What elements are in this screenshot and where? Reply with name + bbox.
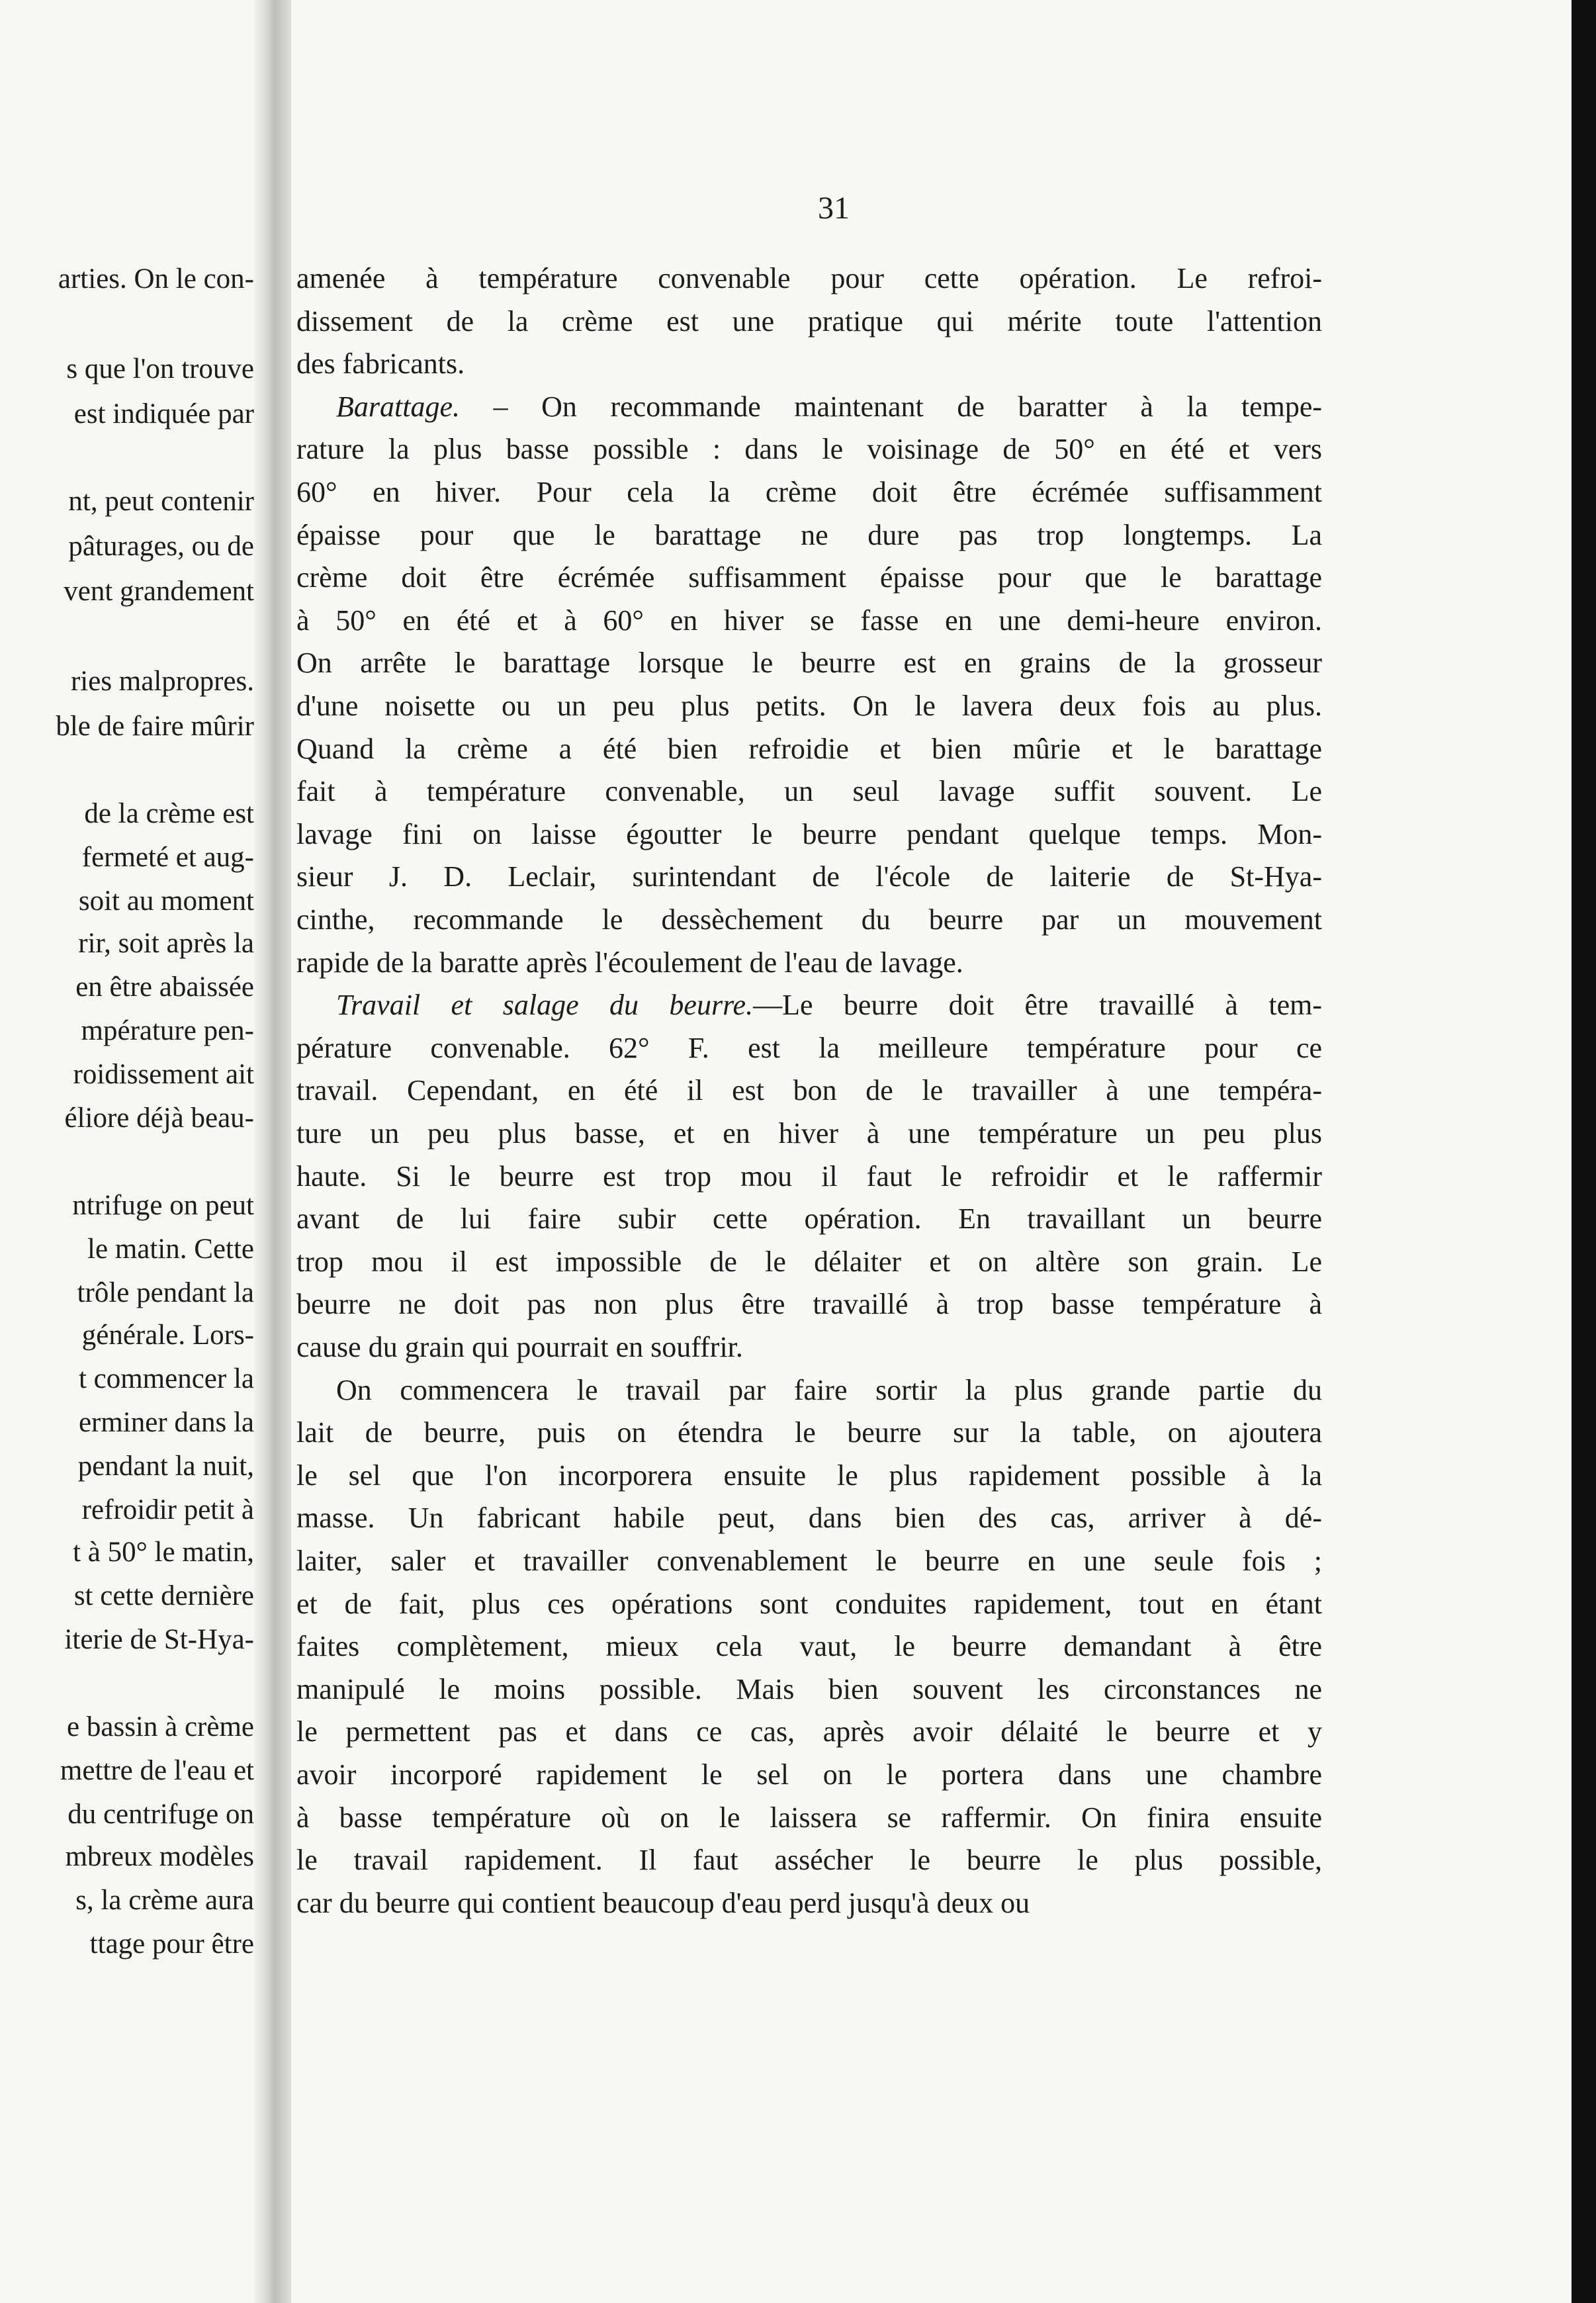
paragraph-start-line: [336, 985, 1322, 1026]
left-page-line: e bassin à crème: [67, 1711, 254, 1742]
paragraph-text: —Le beurre doit être travaillé à tem-: [753, 989, 1323, 1021]
text-line: travail. Cependant, en été il est bon de le travailler à une tempéra-: [296, 1074, 1322, 1106]
text-line: 60° en hiver. Pour cela la crème doit être écrémée suffisamment: [296, 476, 1322, 508]
text-line: avoir incorporé rapidement le sel on le portera dans une chambre: [296, 1758, 1322, 1791]
text-line: le travail rapidement. Il faut assécher le beurre le plus possible,: [296, 1844, 1322, 1876]
left-page-line: pendant la nuit,: [77, 1451, 254, 1482]
text-line: trop mou il est impossible de le délaiter et on altère son grain. Le: [296, 1245, 1322, 1278]
left-page-line: iterie de St-Hya-: [64, 1624, 254, 1655]
text-line: manipulé le moins possible. Mais bien souvent les circonstances ne: [296, 1673, 1322, 1705]
left-page-line: arties. On le con-: [58, 263, 254, 294]
left-page-line: s, la crème aura: [75, 1885, 254, 1916]
text-line: et de fait, plus ces opérations sont conduites rapidement, tout en étant: [296, 1588, 1322, 1620]
text-line: rapide de la baratte après l'écoulement de l'eau de lavage.: [296, 946, 963, 979]
paragraph-text: – On recommande maintenant de baratter à la tempe-: [459, 390, 1322, 423]
text-line: amenée à température convenable pour cette opération. Le refroi-: [296, 262, 1322, 294]
text-line: ture un peu plus basse, et en hiver à une température un peu plus: [296, 1117, 1322, 1150]
left-page-line: trôle pendant la: [77, 1277, 254, 1308]
left-page-line: s que l'on trouve: [66, 353, 254, 384]
left-page-line: mbreux modèles: [65, 1841, 254, 1872]
left-page-line: mpérature pen-: [81, 1015, 254, 1046]
text-line: cause du grain qui pourrait en souffrir.: [296, 1331, 743, 1363]
text-line: lavage fini on laisse égoutter le beurre pendant quelque temps. Mon-: [296, 818, 1322, 850]
left-page-line: roidissement ait: [73, 1059, 254, 1090]
text-line: à basse température où on le laissera se raffermir. On finira ensuite: [296, 1801, 1322, 1834]
text-line: avant de lui faire subir cette opération. En travaillant un beurre: [296, 1202, 1322, 1235]
text-line: Quand la crème a été bien refroidie et bien mûrie et le barattage: [296, 733, 1322, 765]
left-page-line: vent grandement: [64, 576, 254, 607]
left-page-line: t commencer la: [78, 1363, 254, 1394]
left-page-line: refroidir petit à: [81, 1494, 254, 1525]
text-line: sieur J. D. Leclair, surintendant de l'école de laiterie de St-Hya-: [296, 860, 1322, 893]
text-line: beurre ne doit pas non plus être travaillé à trop basse température à: [296, 1288, 1322, 1320]
right-page: [291, 0, 1572, 2303]
text-line: crème doit être écrémée suffisamment épaisse pour que le barattage: [296, 561, 1322, 594]
left-page-line: soit au moment: [78, 885, 254, 917]
left-page-line: le matin. Cette: [87, 1234, 254, 1265]
left-page-line: du centrifuge on: [67, 1799, 254, 1830]
left-page-line: de la crème est: [84, 798, 254, 829]
text-line: des fabricants.: [296, 347, 465, 380]
text-line: rature la plus basse possible : dans le voisinage de 50° en été et vers: [296, 433, 1322, 465]
text-line: On arrête le barattage lorsque le beurre est en grains de la grosseur: [296, 647, 1322, 679]
left-page-line: générale. Lors-: [81, 1320, 254, 1351]
left-page-line: ries malpropres.: [70, 666, 254, 697]
text-line: cinthe, recommande le dessèchement du beurre par un mouvement: [296, 903, 1322, 936]
text-line: le permettent pas et dans ce cas, après avoir délaité le beurre et y: [296, 1715, 1322, 1748]
text-line: masse. Un fabricant habile peut, dans bien des cas, arriver à dé-: [296, 1502, 1322, 1534]
left-page-line: nt, peut contenir: [68, 486, 254, 517]
text-line: car du beurre qui contient beaucoup d'eau perd jusqu'à deux ou: [296, 1887, 1030, 1919]
text-line: faites complètement, mieux cela vaut, le beurre demandant à être: [296, 1630, 1322, 1662]
text-line: dissement de la crème est une pratique qui mérite toute l'attention: [296, 305, 1322, 338]
text-line: à 50° en été et à 60° en hiver se fasse en une demi-heure environ.: [296, 604, 1322, 637]
text-line: lait de beurre, puis on étendra le beurre sur la table, on ajoutera: [296, 1416, 1322, 1449]
left-page-line: est indiquée par: [73, 398, 254, 429]
left-page-line: mettre de l'eau et: [60, 1755, 254, 1786]
left-page-line: erminer dans la: [78, 1407, 254, 1438]
left-page-line: st cette dernière: [73, 1580, 254, 1611]
text-line: fait à température convenable, un seul lavage suffit souvent. Le: [296, 775, 1322, 807]
text-line: On commencera le travail par faire sortir la plus grande partie du: [336, 1374, 1322, 1406]
left-page-line: ntrifuge on peut: [72, 1190, 254, 1221]
text-line: laiter, saler et travailler convenablement le beurre en une seule fois ;: [296, 1545, 1322, 1577]
text-line: pérature convenable. 62° F. est la meilleure température pour ce: [296, 1032, 1322, 1064]
left-page-line: fermeté et aug-: [81, 842, 254, 873]
left-page-line: rir, soit après la: [78, 928, 254, 959]
left-page-line: pâturages, ou de: [68, 531, 254, 562]
left-page-line: en être abaissée: [75, 971, 254, 1003]
left-page-line: ble de faire mûrir: [56, 711, 254, 742]
left-page-line: éliore déjà beau-: [64, 1103, 254, 1134]
paragraph-start-line: [336, 386, 1322, 428]
left-page-line: t à 50° le matin,: [73, 1537, 254, 1568]
section-heading-travail: Travail et salage du beurre.: [336, 989, 754, 1021]
text-line: épaisse pour que le barattage ne dure pas trop longtemps. La: [296, 519, 1322, 551]
page-number: 31: [818, 191, 850, 226]
section-heading-barattage: Barattage.: [336, 390, 460, 423]
text-line: le sel que l'on incorporera ensuite le plus rapidement possible à la: [296, 1459, 1322, 1492]
text-line: d'une noisette ou un peu plus petits. On le lavera deux fois au plus.: [296, 690, 1322, 722]
left-page-fragment: [0, 0, 265, 2303]
left-page-line: ttage pour être: [89, 1928, 254, 1960]
text-line: haute. Si le beurre est trop mou il faut le refroidir et le raffermir: [296, 1160, 1322, 1193]
